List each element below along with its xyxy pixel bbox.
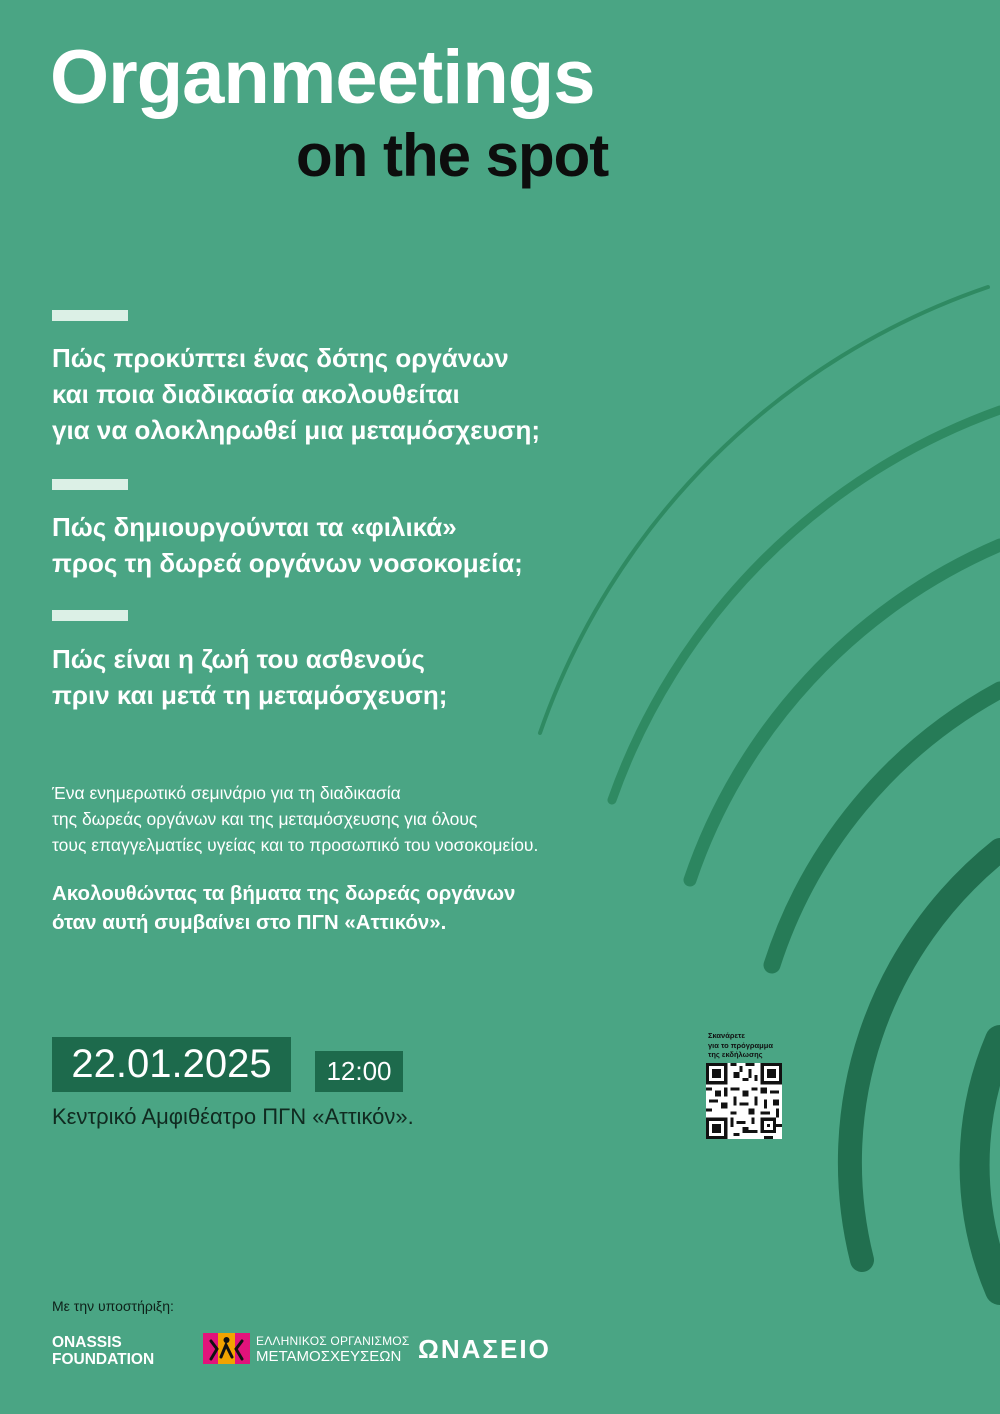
qr-caption-line: για το πρόγραμμα (708, 1040, 773, 1050)
divider-dash (52, 610, 128, 621)
highlight-text (52, 879, 515, 937)
intro-line: τους επαγγελματίες υγείας και το προσωπικό του νοσοκομείου. (52, 835, 539, 855)
event-venue: Κεντρικό Αμφιθέατρο ΠΓΝ «Αττικόν». (52, 1104, 414, 1129)
question-2 (52, 509, 523, 581)
page-title: Organmeetings (50, 35, 595, 120)
question-3-line: πριν και μετά τη μεταμόσχευση; (52, 680, 448, 710)
eom-logo-text (256, 1333, 409, 1365)
event-time: 12:00 (315, 1051, 403, 1092)
question-2-line: προς τη δωρεά οργάνων νοσοκομεία; (52, 548, 523, 578)
divider-dash (52, 310, 128, 321)
question-3 (52, 641, 447, 713)
qr-code-icon[interactable] (706, 1063, 782, 1139)
onassis-foundation-logo (52, 1334, 154, 1368)
event-date: 22.01.2025 (52, 1037, 291, 1092)
arc-6 (975, 1040, 1000, 1290)
highlight-line: Ακολουθώντας τα βήματα της δωρεάς οργάνων (52, 882, 516, 905)
question-2-line: Πώς δημιουργούνται τα «φιλικά» (52, 512, 457, 542)
qr-caption-line: της εκδήλωσης (708, 1050, 763, 1059)
question-3-line: Πώς είναι η ζωή του ασθενούς (52, 644, 425, 674)
eom-logo-icon (203, 1333, 250, 1364)
question-1-line: και ποια διαδικασία ακολουθείται (52, 379, 460, 409)
question-1 (52, 340, 540, 448)
onaseio-logo: ΩΝΑΣΕΙΟ (418, 1334, 551, 1364)
intro-text (52, 780, 538, 858)
qr-caption (708, 1031, 788, 1060)
highlight-line: όταν αυτή συμβαίνει στο ΠΓΝ «Αττικόν». (52, 911, 447, 934)
question-1-line: για να ολοκληρωθεί μια μεταμόσχευση; (52, 415, 540, 445)
support-label: Με την υποστήριξη: (52, 1298, 174, 1314)
arc-2 (612, 410, 1000, 800)
arc-4 (772, 690, 1000, 965)
divider-dash (52, 479, 128, 490)
arc-1 (540, 287, 988, 733)
page-subtitle: on the spot (296, 122, 609, 189)
eom-logo-line: ΕΛΛΗΝΙΚΟΣ ΟΡΓΑΝΙΣΜΟΣ (256, 1334, 410, 1348)
onassis-logo-line: ONASSIS (52, 1334, 122, 1351)
question-1-line: Πώς προκύπτει ένας δότης οργάνων (52, 343, 509, 373)
intro-line: Ένα ενημερωτικό σεμινάριο για τη διαδικασία (52, 783, 401, 803)
intro-line: της δωρεάς οργάνων και της μεταμόσχευσης για όλους (52, 809, 478, 829)
qr-caption-line: Σκανάρετε (708, 1031, 745, 1040)
eom-logo-line: ΜΕΤΑΜΟΣΧΕΥΣΕΩΝ (256, 1348, 402, 1365)
onassis-logo-line: FOUNDATION (52, 1351, 155, 1368)
